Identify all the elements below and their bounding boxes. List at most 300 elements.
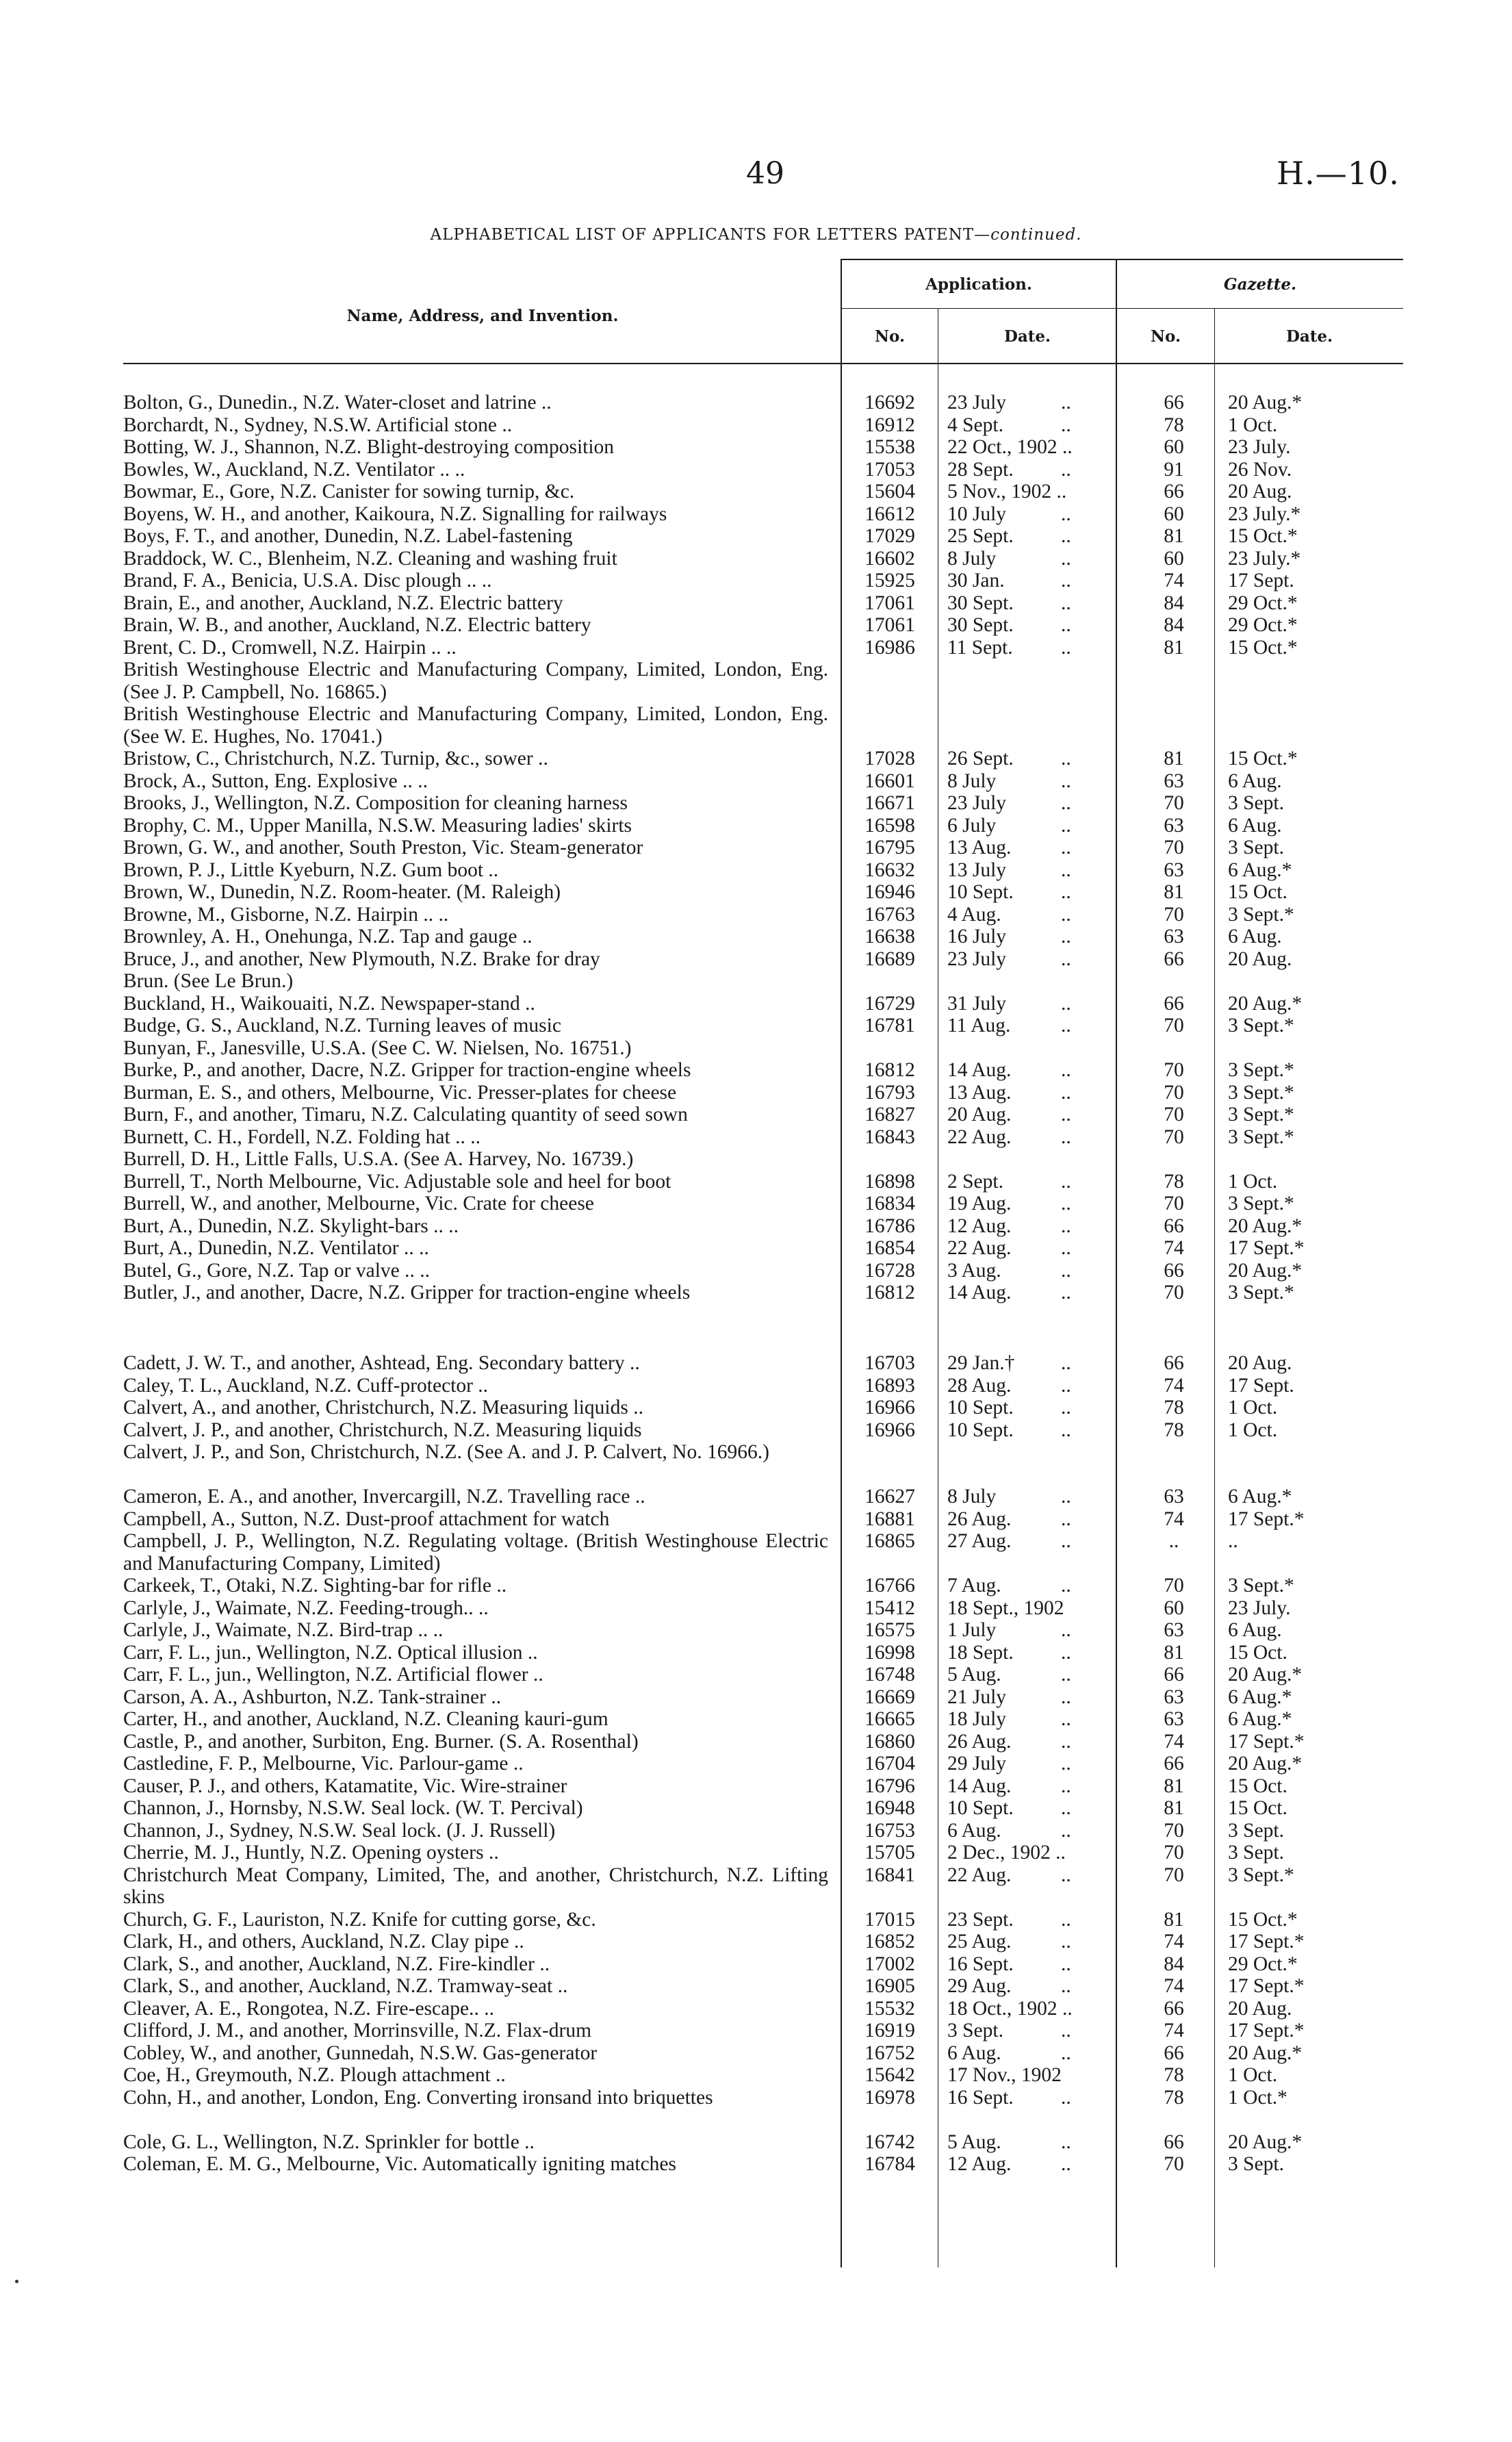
entry-gazette-number: 70 xyxy=(1164,1015,1184,1036)
entry-row xyxy=(0,1082,1512,1104)
entry-gazette-number: 66 xyxy=(1164,1664,1184,1686)
entry-app-date: 13 Aug. xyxy=(947,837,1012,858)
entry-app-number: 17029 xyxy=(864,525,915,547)
entry-leader: .. xyxy=(1061,2153,1071,2175)
entry-leader: .. xyxy=(1061,570,1071,592)
entry-gazette-date: 6 Aug. xyxy=(1228,1619,1282,1641)
entry-row xyxy=(0,1820,1512,1842)
column-header-gazette: Gazette. xyxy=(1223,275,1297,294)
entry-app-number: 16575 xyxy=(864,1619,915,1641)
entry-leader: .. xyxy=(1061,1864,1071,1886)
entry-row xyxy=(0,2020,1512,2042)
entry-app-number: 16796 xyxy=(864,1775,915,1797)
entry-gazette-number: 84 xyxy=(1164,614,1184,636)
entry-gazette-date: 3 Sept.* xyxy=(1228,1864,1294,1886)
entry-leader: .. xyxy=(1061,903,1071,926)
entry-app-date: 30 Sept. xyxy=(947,592,1014,614)
entry-name: Clifford, J. M., and another, Morrinsville, N.Z. Flax-drum xyxy=(123,2020,592,2042)
entry-row xyxy=(0,1953,1512,1976)
entry-app-number: 16598 xyxy=(864,814,915,837)
entry-gazette-date: 15 Oct.* xyxy=(1228,748,1298,770)
entry-gazette-number: 70 xyxy=(1164,1059,1184,1081)
entry-app-number: 16948 xyxy=(864,1797,915,1819)
entry-row xyxy=(0,436,1512,459)
applicant-list xyxy=(0,392,1512,2176)
entry-name: Carter, H., and another, Auckland, N.Z. Cleaning kauri-gum xyxy=(123,1708,608,1730)
entry-leader: .. xyxy=(1061,547,1071,570)
entry-name: Coe, H., Greymouth, N.Z. Plough attachment .. xyxy=(123,2064,506,2086)
entry-app-number: 17015 xyxy=(864,1908,915,1931)
entry-app-number: 16748 xyxy=(864,1664,915,1686)
entry-app-number: 16881 xyxy=(864,1508,915,1530)
entry-app-date: 28 Aug. xyxy=(947,1374,1012,1397)
entry-app-date: 22 Oct., 1902 .. xyxy=(947,436,1073,458)
entry-app-number: 17002 xyxy=(864,1953,915,1975)
entry-app-date: 23 Sept. xyxy=(947,1908,1014,1931)
entry-name: Cherrie, M. J., Huntly, N.Z. Opening oysters .. xyxy=(123,1842,499,1864)
entry-gazette-date: 3 Sept.* xyxy=(1228,1125,1294,1148)
entry-leader: .. xyxy=(1061,1282,1071,1303)
entry-row xyxy=(0,481,1512,503)
list-title xyxy=(0,226,1512,244)
entry-name: Brent, C. D., Cromwell, N.Z. Hairpin .. .. xyxy=(123,636,457,659)
entry-name: Christchurch Meat Company, Limited, The, and another, Christchurch, N.Z. Lifting skins xyxy=(123,1864,828,1908)
entry-app-number: 16893 xyxy=(864,1374,915,1397)
entry-name: Clark, S., and another, Auckland, N.Z. Tramway-seat .. xyxy=(123,1975,568,1997)
entry-row xyxy=(0,414,1512,437)
entry-gazette-date: 6 Aug.* xyxy=(1228,1486,1292,1508)
entry-gazette-date: 20 Aug.* xyxy=(1228,1259,1303,1282)
entry-row xyxy=(0,2042,1512,2065)
entry-app-date: 18 July xyxy=(947,1708,1007,1730)
entry-leader: .. xyxy=(1061,414,1071,436)
entry-row xyxy=(0,503,1512,526)
entry-app-number: 16601 xyxy=(864,770,915,792)
entry-app-number: 16703 xyxy=(864,1352,915,1374)
entry-leader: .. xyxy=(1061,1259,1071,1282)
entry-name: Cobley, W., and another, Gunnedah, N.S.W. Gas-generator xyxy=(123,2042,598,2064)
entry-gazette-date: 6 Aug. xyxy=(1228,814,1282,837)
entry-app-date: 7 Aug. xyxy=(947,1575,1001,1597)
entry-app-number: 16689 xyxy=(864,947,915,970)
entry-name: Brown, W., Dunedin, N.Z. Room-heater. (M. Raleigh) xyxy=(123,881,561,903)
entry-app-number: 17061 xyxy=(864,614,915,636)
entry-row xyxy=(0,1731,1512,1753)
entry-gazette-date: 1 Oct. xyxy=(1228,2064,1278,2086)
entry-leader: .. xyxy=(1061,1641,1071,1664)
entry-leader: .. xyxy=(1061,1170,1071,1193)
entry-gazette-date: 26 Nov. xyxy=(1228,458,1292,481)
entry-gazette-date: 3 Sept.* xyxy=(1228,1575,1294,1597)
entry-name: Bunyan, F., Janesville, U.S.A. (See C. W. Nielsen, No. 16751.) xyxy=(123,1036,632,1059)
entry-name: Burt, A., Dunedin, N.Z. Ventilator .. .. xyxy=(123,1237,429,1259)
entry-app-number: 16912 xyxy=(864,414,915,436)
entry-name: Carr, F. L., jun., Wellington, N.Z. Optical illusion .. xyxy=(123,1641,538,1664)
entry-row xyxy=(0,2131,1512,2154)
entry-app-date: 26 Aug. xyxy=(947,1508,1012,1530)
entry-name: Caley, T. L., Auckland, N.Z. Cuff-protector .. xyxy=(123,1374,489,1397)
entry-leader: .. xyxy=(1061,748,1071,770)
entry-gazette-date: 17 Sept. xyxy=(1228,570,1294,592)
entry-leader: .. xyxy=(1061,1686,1071,1708)
entry-row xyxy=(0,459,1512,481)
entry-app-date: 3 Aug. xyxy=(947,1259,1001,1282)
entry-app-date: 16 Sept. xyxy=(947,1953,1014,1975)
entry-app-date: 8 July xyxy=(947,1486,997,1508)
entry-leader: .. xyxy=(1061,503,1071,525)
entry-leader: .. xyxy=(1061,1419,1071,1441)
entry-gazette-number: 66 xyxy=(1164,947,1184,970)
entry-app-number: 16766 xyxy=(864,1575,915,1597)
entry-app-number: 16812 xyxy=(864,1059,915,1081)
page-reference: H.—10. xyxy=(1277,155,1400,192)
entry-app-number: 16627 xyxy=(864,1486,915,1508)
entry-gazette-date: 20 Aug. xyxy=(1228,1997,1292,2020)
entry-row xyxy=(0,1441,1512,1486)
entry-name: Buckland, H., Waikouaiti, N.Z. Newspaper-stand .. xyxy=(123,992,535,1015)
entry-gazette-date: 17 Sept.* xyxy=(1228,1730,1305,1753)
entry-name: Carkeek, T., Otaki, N.Z. Sighting-bar for rifle .. xyxy=(123,1575,507,1597)
entry-gazette-number: 66 xyxy=(1164,1997,1184,2020)
entry-gazette-number: 66 xyxy=(1164,2131,1184,2153)
entry-name: Brain, W. B., and another, Auckland, N.Z. Electric battery xyxy=(123,614,591,636)
entry-leader: .. xyxy=(1061,1374,1071,1397)
entry-app-date: 26 Aug. xyxy=(947,1730,1012,1753)
entry-gazette-date: 1 Oct.* xyxy=(1228,2086,1287,2109)
entry-row xyxy=(0,392,1512,414)
entry-name: Borchardt, N., Sydney, N.S.W. Artificial stone .. xyxy=(123,414,513,436)
entry-row xyxy=(0,1193,1512,1215)
entry-app-date: 3 Sept. xyxy=(947,2020,1003,2042)
entry-name: Bowmar, E., Gore, N.Z. Canister for sowing turnip, &c. xyxy=(123,481,575,503)
entry-app-number: 16692 xyxy=(864,392,915,414)
entry-leader: .. xyxy=(1061,392,1071,414)
entry-gazette-date: 20 Aug.* xyxy=(1228,1664,1303,1686)
entry-name: Botting, W. J., Shannon, N.Z. Blight-destroying composition xyxy=(123,436,615,458)
entry-row xyxy=(0,792,1512,815)
entry-gazette-number: 70 xyxy=(1164,2153,1184,2175)
entry-leader: .. xyxy=(1061,1530,1071,1552)
entry-gazette-date: 15 Oct.* xyxy=(1228,525,1298,547)
entry-name: Burn, F., and another, Timaru, N.Z. Calculating quantity of seed sown xyxy=(123,1104,688,1125)
entry-gazette-number: 66 xyxy=(1164,2042,1184,2064)
entry-app-date: 12 Aug. xyxy=(947,2153,1012,2175)
entry-leader: .. xyxy=(1061,592,1071,614)
entry-app-date: 6 Aug. xyxy=(947,1819,1001,1842)
entry-app-date: 29 July xyxy=(947,1753,1007,1775)
entry-app-date: 4 Sept. xyxy=(947,414,1003,436)
entry-gazette-number: 70 xyxy=(1164,1575,1184,1597)
column-header-app-no: No. xyxy=(875,327,905,346)
entry-app-number: 16827 xyxy=(864,1104,915,1125)
entry-name: Burt, A., Dunedin, N.Z. Skylight-bars .. .. xyxy=(123,1214,459,1237)
entry-gazette-number: 74 xyxy=(1164,1508,1184,1530)
entry-gazette-date: 17 Sept.* xyxy=(1228,2020,1305,2042)
entry-gazette-number: 70 xyxy=(1164,903,1184,926)
entry-gazette-date: 20 Aug.* xyxy=(1228,1753,1303,1775)
entry-leader: .. xyxy=(1061,1508,1071,1530)
entry-gazette-date: 1 Oct. xyxy=(1228,1397,1278,1419)
entry-gazette-number: 81 xyxy=(1164,748,1184,770)
entry-app-number: 17061 xyxy=(864,592,915,614)
entry-name: Castle, P., and another, Surbiton, Eng. Burner. (S. A. Rosenthal) xyxy=(123,1730,639,1753)
entry-app-date: 27 Aug. xyxy=(947,1530,1012,1552)
entry-gazette-number: 78 xyxy=(1164,2064,1184,2086)
entry-row xyxy=(0,659,1512,703)
entry-row xyxy=(0,1148,1512,1171)
entry-app-date: 6 Aug. xyxy=(947,2042,1001,2064)
entry-name: Burrell, W., and another, Melbourne, Vic. Crate for cheese xyxy=(123,1193,594,1214)
app-sub-rule xyxy=(841,308,1116,309)
entry-app-number: 16793 xyxy=(864,1081,915,1104)
entry-name: Bolton, G., Dunedin., N.Z. Water-closet and latrine .. xyxy=(123,392,552,414)
list-title-continued: —continued. xyxy=(974,226,1082,244)
entry-gazette-date: 3 Sept.* xyxy=(1228,1193,1294,1214)
entry-row xyxy=(0,1909,1512,1931)
entry-name: Butel, G., Gore, N.Z. Tap or valve .. .. xyxy=(123,1259,430,1282)
entry-gazette-number: 81 xyxy=(1164,1775,1184,1797)
entry-gazette-number: 63 xyxy=(1164,926,1184,947)
entry-app-number: 16852 xyxy=(864,1931,915,1953)
entry-gazette-date: 1 Oct. xyxy=(1228,414,1278,436)
entry-gazette-date: 17 Sept.* xyxy=(1228,1237,1305,1259)
entry-leader: .. xyxy=(1061,1931,1071,1953)
entry-app-number: 16786 xyxy=(864,1214,915,1237)
list-title-main: ALPHABETICAL LIST OF APPLICANTS FOR LETTERS PATENT xyxy=(430,226,975,244)
entry-app-date: 16 July xyxy=(947,926,1007,947)
entry-row xyxy=(0,1260,1512,1282)
entry-gazette-date: 20 Aug.* xyxy=(1228,392,1303,414)
entry-gazette-number: 70 xyxy=(1164,1819,1184,1842)
entry-name: Brownley, A. H., Onehunga, N.Z. Tap and gauge .. xyxy=(123,926,533,947)
entry-leader: .. xyxy=(1061,947,1071,970)
entry-gazette-number: 60 xyxy=(1164,547,1184,570)
entry-row xyxy=(0,1686,1512,1709)
entry-name: Calvert, A., and another, Christchurch, N.Z. Measuring liquids .. xyxy=(123,1397,643,1419)
entry-app-date: 18 Oct., 1902 .. xyxy=(947,1997,1073,2020)
entry-row xyxy=(0,1753,1512,1775)
entry-row xyxy=(0,1397,1512,1419)
header-top-rule xyxy=(842,259,1403,260)
entry-app-date: 8 July xyxy=(947,547,997,570)
entry-leader: .. xyxy=(1061,1708,1071,1730)
entry-app-date: 23 July xyxy=(947,392,1007,414)
entry-app-date: 29 Aug. xyxy=(947,1975,1012,1997)
entry-name: Clark, S., and another, Auckland, N.Z. Fire-kindler .. xyxy=(123,1953,550,1975)
entry-app-number: 16919 xyxy=(864,2020,915,2042)
entry-leader: .. xyxy=(1061,1975,1071,1997)
entry-name: Calvert, J. P., and Son, Christchurch, N.Z. (See A. and J. P. Calvert, No. 16966.) xyxy=(123,1441,769,1463)
entry-app-number: 15604 xyxy=(864,481,915,503)
entry-leader: .. xyxy=(1061,1953,1071,1975)
entry-row xyxy=(0,837,1512,859)
entry-gazette-number: 63 xyxy=(1164,858,1184,881)
entry-app-number: 16843 xyxy=(864,1125,915,1148)
entry-row xyxy=(0,2064,1512,2087)
entry-app-number: 16665 xyxy=(864,1708,915,1730)
entry-leader: .. xyxy=(1061,1730,1071,1753)
entry-gazette-date: 17 Sept. xyxy=(1228,1374,1294,1397)
entry-name: Burnett, C. H., Fordell, N.Z. Folding hat .. .. xyxy=(123,1125,480,1148)
entry-app-date: 4 Aug. xyxy=(947,903,1001,926)
entry-app-number: 16612 xyxy=(864,503,915,525)
entry-row xyxy=(0,1619,1512,1642)
entry-row xyxy=(0,1597,1512,1620)
entry-row xyxy=(0,1419,1512,1442)
entry-app-date: 8 July xyxy=(947,770,997,792)
entry-name: Church, G. F., Lauriston, N.Z. Knife for cutting gorse, &c. xyxy=(123,1908,596,1931)
entry-row xyxy=(0,2153,1512,2176)
entry-leader: .. xyxy=(1061,992,1071,1015)
entry-gazette-number: 81 xyxy=(1164,881,1184,903)
entry-gazette-date: 3 Sept. xyxy=(1228,1842,1284,1864)
entry-leader: .. xyxy=(1061,1214,1071,1237)
column-header-app-date: Date. xyxy=(1003,327,1051,346)
entry-gazette-date: 3 Sept.* xyxy=(1228,1104,1294,1125)
entry-gazette-number: 70 xyxy=(1164,1864,1184,1886)
entry-gazette-date: 1 Oct. xyxy=(1228,1170,1278,1193)
entry-gazette-number: 81 xyxy=(1164,1641,1184,1664)
entry-row xyxy=(0,1059,1512,1082)
entry-gazette-number: 63 xyxy=(1164,1486,1184,1508)
column-header-gazette-date: Date. xyxy=(1285,327,1333,346)
entry-app-number: 16966 xyxy=(864,1419,915,1441)
margin-mark xyxy=(15,2280,18,2283)
entry-gazette-number: 81 xyxy=(1164,1908,1184,1931)
entry-app-date: 5 Aug. xyxy=(947,2131,1001,2153)
entry-row xyxy=(0,1015,1512,1037)
entry-app-date: 23 July xyxy=(947,792,1007,814)
entry-app-number: 17028 xyxy=(864,748,915,770)
entry-app-number: 16905 xyxy=(864,1975,915,1997)
entry-leader: .. xyxy=(1061,1104,1071,1125)
entry-row xyxy=(0,1530,1512,1575)
entry-gazette-number: 66 xyxy=(1164,481,1184,503)
entry-name: Carson, A. A., Ashburton, N.Z. Tank-strainer .. xyxy=(123,1686,502,1708)
entry-leader: .. xyxy=(1061,770,1071,792)
entry-gazette-date: 15 Oct. xyxy=(1228,1775,1287,1797)
entry-leader: .. xyxy=(1061,636,1071,659)
entry-gazette-date: 20 Aug. xyxy=(1228,481,1292,503)
entry-leader: .. xyxy=(1061,837,1071,858)
entry-gazette-date: 3 Sept. xyxy=(1228,1819,1284,1842)
entry-gazette-number: 63 xyxy=(1164,1708,1184,1730)
entry-app-number: 16728 xyxy=(864,1259,915,1282)
entry-row xyxy=(0,1486,1512,1508)
entry-row xyxy=(0,1931,1512,1953)
entry-app-number: 16998 xyxy=(864,1641,915,1664)
entry-name: Bruce, J., and another, New Plymouth, N.Z. Brake for dray xyxy=(123,947,600,970)
entry-gazette-number: 60 xyxy=(1164,1597,1184,1619)
entry-leader: .. xyxy=(1061,1753,1071,1775)
entry-gazette-number: 70 xyxy=(1164,1842,1184,1864)
entry-row xyxy=(0,1642,1512,1664)
entry-gazette-number: 74 xyxy=(1164,570,1184,592)
entry-name: Causer, P. J., and others, Katamatite, Vic. Wire-strainer xyxy=(123,1775,567,1797)
entry-leader: .. xyxy=(1061,1775,1071,1797)
entry-gazette-number: 63 xyxy=(1164,770,1184,792)
entry-name: Bristow, C., Christchurch, N.Z. Turnip, &c., sower .. xyxy=(123,748,548,770)
entry-app-date: 18 Sept. xyxy=(947,1641,1014,1664)
entry-gazette-date: 23 July. xyxy=(1228,1597,1291,1619)
entry-app-date: 10 July xyxy=(947,503,1007,525)
entry-gazette-number: 74 xyxy=(1164,2020,1184,2042)
entry-name: Brun. (See Le Brun.) xyxy=(123,970,294,992)
entry-name: Burman, E. S., and others, Melbourne, Vic. Presser-plates for cheese xyxy=(123,1081,677,1104)
entry-gazette-number: 84 xyxy=(1164,592,1184,614)
entry-row xyxy=(0,1864,1512,1909)
entry-row xyxy=(0,2087,1512,2131)
entry-app-number: 16669 xyxy=(864,1686,915,1708)
entry-app-number: 16638 xyxy=(864,926,915,947)
entry-row xyxy=(0,948,1512,971)
entry-leader: .. xyxy=(1061,1059,1071,1081)
entry-row xyxy=(0,1237,1512,1260)
entry-name: Burke, P., and another, Dacre, N.Z. Gripper for traction-engine wheels xyxy=(123,1059,691,1081)
entry-gazette-date: 3 Sept.* xyxy=(1228,903,1294,926)
entry-app-number: 15538 xyxy=(864,436,915,458)
entry-app-date: 19 Aug. xyxy=(947,1193,1012,1214)
entry-app-date: 12 Aug. xyxy=(947,1214,1012,1237)
entry-row xyxy=(0,703,1512,748)
entry-gazette-number: 74 xyxy=(1164,1374,1184,1397)
entry-app-number: 16763 xyxy=(864,903,915,926)
entry-gazette-number: 78 xyxy=(1164,2086,1184,2109)
entry-row xyxy=(0,1664,1512,1686)
entry-name: Carr, F. L., jun., Wellington, N.Z. Artificial flower .. xyxy=(123,1664,543,1686)
entry-gazette-date: 20 Aug.* xyxy=(1228,992,1303,1015)
entry-app-date: 10 Sept. xyxy=(947,1397,1014,1419)
entry-gazette-date: 29 Oct.* xyxy=(1228,592,1298,614)
entry-app-date: 5 Aug. xyxy=(947,1664,1001,1686)
entry-gazette-number: 81 xyxy=(1164,525,1184,547)
entry-gazette-number: 60 xyxy=(1164,503,1184,525)
entry-gazette-date: 3 Sept.* xyxy=(1228,1015,1294,1036)
entry-app-number: 16966 xyxy=(864,1397,915,1419)
entry-app-date: 26 Sept. xyxy=(947,748,1014,770)
entry-app-date: 20 Aug. xyxy=(947,1104,1012,1125)
entry-gazette-date: 17 Sept.* xyxy=(1228,1508,1305,1530)
entry-app-date: 17 Nov., 1902 xyxy=(947,2064,1062,2086)
entry-app-date: 14 Aug. xyxy=(947,1775,1012,1797)
entry-row xyxy=(0,1708,1512,1731)
entry-gazette-date: 20 Aug.* xyxy=(1228,2131,1303,2153)
entry-row xyxy=(0,748,1512,770)
entry-app-date: 14 Aug. xyxy=(947,1059,1012,1081)
entry-app-date: 18 Sept., 1902 xyxy=(947,1597,1064,1619)
entry-leader: .. xyxy=(1061,1193,1071,1214)
entry-gazette-date: 17 Sept.* xyxy=(1228,1931,1305,1953)
entry-gazette-date: 6 Aug.* xyxy=(1228,858,1292,881)
entry-app-date: 5 Nov., 1902 .. xyxy=(947,481,1067,503)
entry-gazette-number: 70 xyxy=(1164,1282,1184,1303)
entry-app-date: 25 Sept. xyxy=(947,525,1014,547)
entry-name: Campbell, J. P., Wellington, N.Z. Regulating voltage. (British Westinghouse Electric and Manufacturing Company, Limited) xyxy=(123,1530,828,1575)
entry-leader: .. xyxy=(1061,1819,1071,1842)
entry-gazette-number: 78 xyxy=(1164,1170,1184,1193)
entry-app-number: 16753 xyxy=(864,1819,915,1842)
entry-app-number: 16781 xyxy=(864,1015,915,1036)
entry-name: Clark, H., and others, Auckland, N.Z. Clay pipe .. xyxy=(123,1931,524,1953)
entry-row xyxy=(0,926,1512,948)
entry-row xyxy=(0,904,1512,926)
entry-app-date: 10 Sept. xyxy=(947,881,1014,903)
entry-gazette-date: 6 Aug.* xyxy=(1228,1686,1292,1708)
entry-gazette-date: 3 Sept.* xyxy=(1228,1282,1294,1303)
entry-row xyxy=(0,614,1512,637)
entry-row xyxy=(0,1975,1512,1998)
section-gap xyxy=(0,1326,1512,1352)
